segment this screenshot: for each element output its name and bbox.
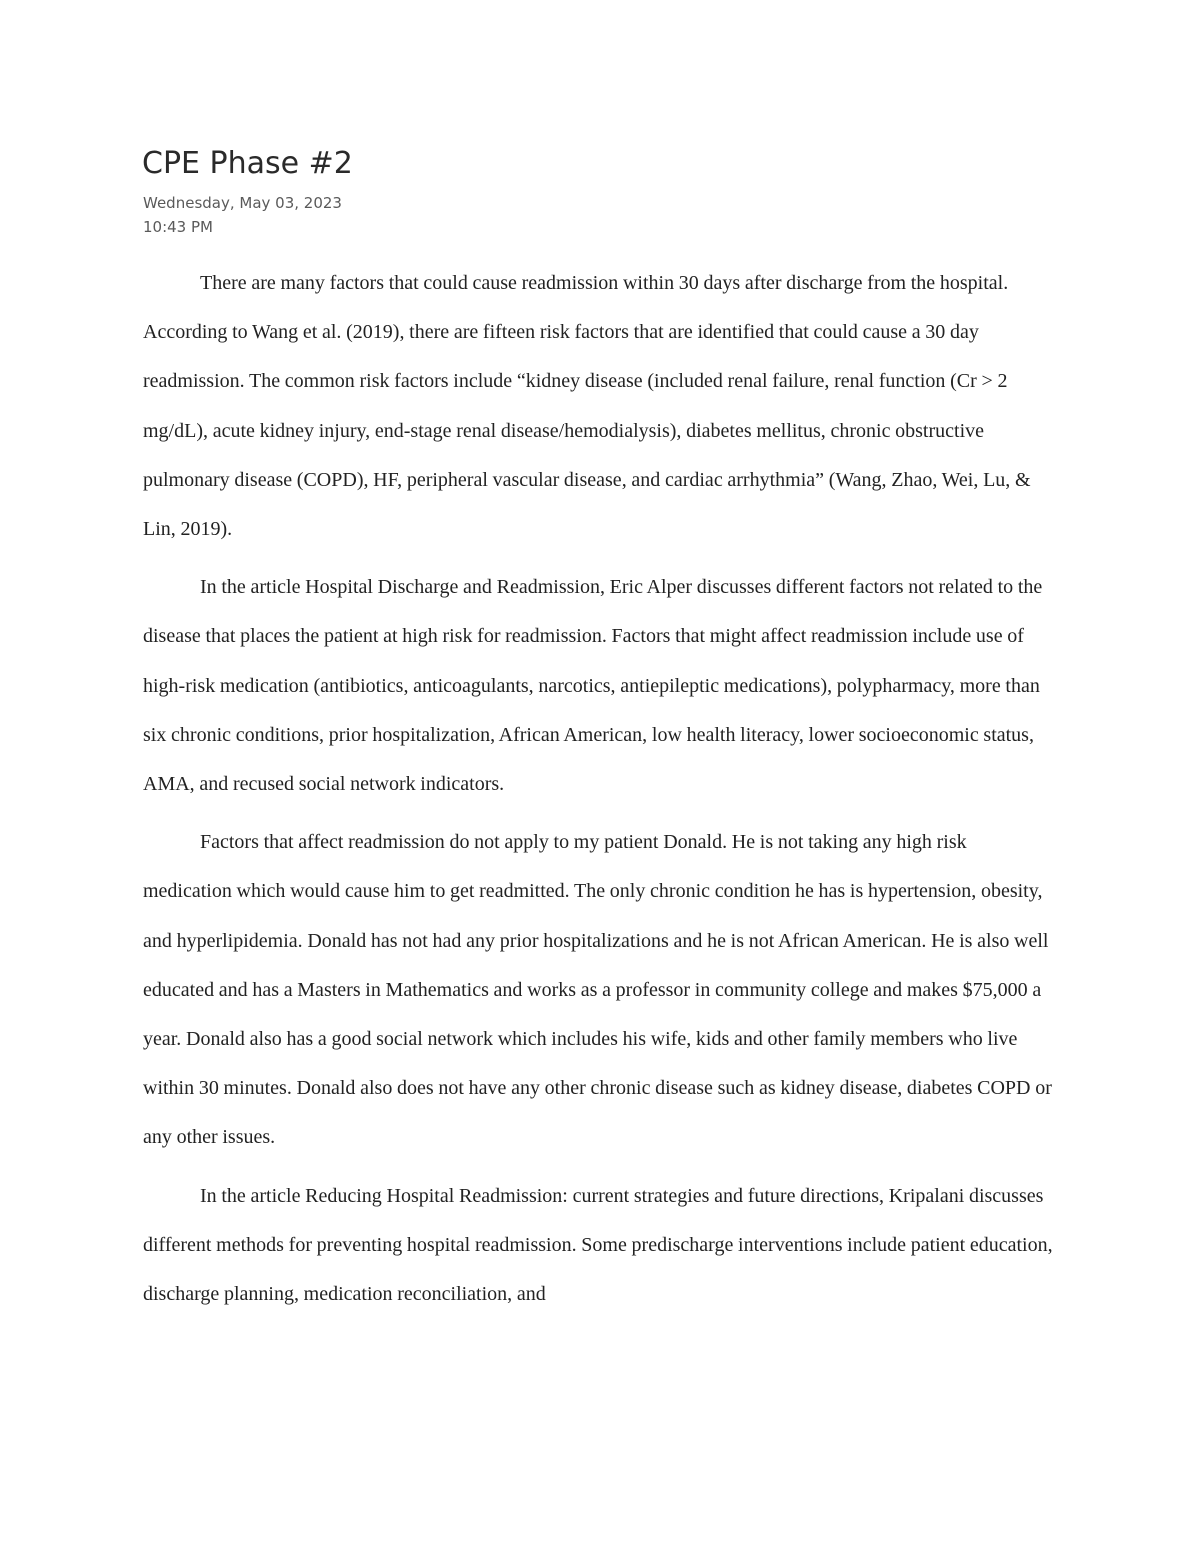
page-title: CPE Phase #2 [142,146,353,181]
paragraph-risk-factors: There are many factors that could cause readmission within 30 days after discharge from the hospital. According to Wang et al. (2019), there are fifteen risk factors that are identified that could cause a 30 day readmission. The common risk factors include “kidney disease (included renal failure, renal function (Cr > 2 mg/dL), acute kidney injury, end-stage renal disease/hemodialysis), diabetes mellitus, chronic obstructive pulmonary disease (COPD), HF, peripheral vascular disease, and cardiac arrhythmia” (Wang, Zhao, Wei, Lu, & Lin, 2019). [143,272,1031,541]
paragraph-patient-donald: Factors that affect readmission do not apply to my patient Donald. He is not taking any high risk medication which would cause him to get readmitted. The only chronic condition he has is hypertension, obesity, and hyperlipidemia. Donald has not had any prior hospitalizations and he is not African American. He is also well educated and has a Masters in Mathematics and works as a professor in community college and makes $75,000 a year. Donald also has a good social network which includes his wife, kids and other family members who live within 30 minutes. Donald also does not have any other chronic disease such as kidney disease, diabetes COPD or any other issues. [143,831,1052,1149]
note-time: 10:43 PM [143,218,213,236]
paragraph-alper-article: In the article Hospital Discharge and Readmission, Eric Alper discusses different factors not related to the disease that places the patient at high risk for readmission. Factors that might affect readmission include use of high-risk medication (antibiotics, anticoagulants, narcotics, antiepileptic medications), polypharmacy, more than six chronic conditions, prior hospitalization, African American, low health literacy, lower socioeconomic status, AMA, and recused social network indicators. [143,576,1043,796]
note-date: Wednesday, May 03, 2023 [143,194,342,212]
document-body [143,259,1053,1328]
paragraph-kripalani-article: In the article Reducing Hospital Readmission: current strategies and future directions, Kripalani discusses different methods for preventing hospital readmission. Some predischarge interventions include patient education, discharge planning, medication reconciliation, and [143,1184,1053,1306]
